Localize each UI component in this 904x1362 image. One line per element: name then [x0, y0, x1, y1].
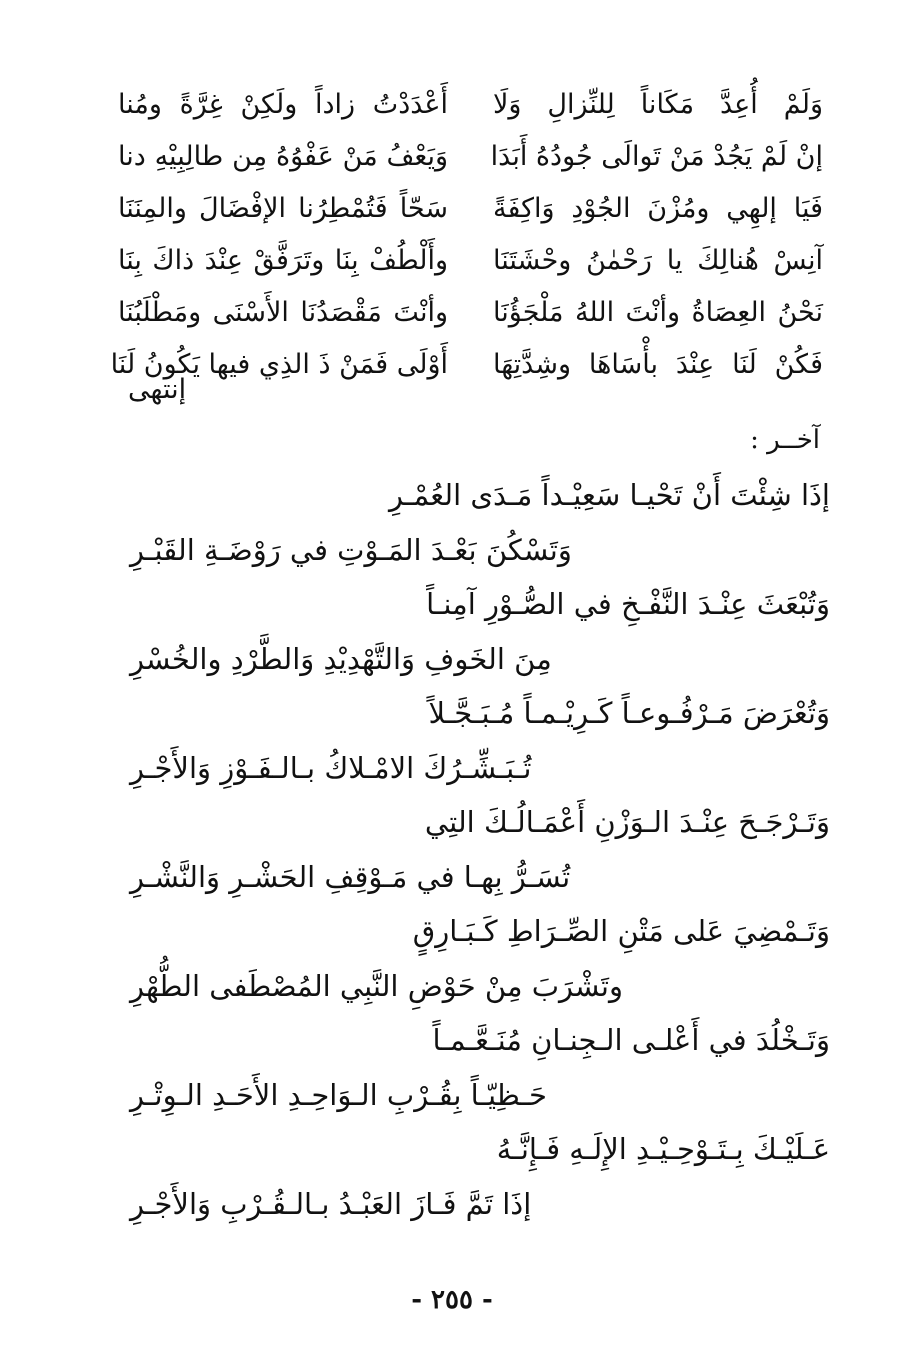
verse-second-hemistich: وأَلْطُفْ بِنَا وتَرَفَّقْ عِنْدَ ذاكَ بِنَا [118, 245, 448, 276]
poem-line [130, 1015, 830, 1070]
poem-line [130, 906, 830, 961]
verse-second-hemistich: وَيَعْفُ مَنْ عَفْوُهُ مِن طالِبِيْهِ دنا [118, 141, 448, 172]
poem-line [130, 1179, 830, 1234]
poem-line-text: وتَشْرَبَ مِنْ حَوْضِ النَّبِي المُصْطَفى الطُّهْرِ [130, 968, 623, 1003]
poem-line [130, 852, 830, 907]
section-heading: آخــر : [750, 425, 820, 455]
verse-row-1 [118, 82, 823, 134]
poem-line [130, 634, 830, 689]
verse-first-hemistich: إنْ لَمْ يَجُدْ مَنْ تَوالَى جُودُهُ أَبَدَا [490, 141, 823, 172]
verse-first-hemistich: فَكُنْ لَنَا عِنْدَ بأْسَاهَا وشِدَّتِهَا [493, 349, 823, 380]
poem-line [130, 1124, 830, 1179]
verse-second-hemistich: سَحّاً فَتُمْطِرُنا الإفْضَالَ والمِنَنَا [118, 193, 448, 224]
verse-first-hemistich: وَلَمْ أُعِدَّ مَكَاناً لِلنِّزالِ وَلَا [493, 89, 823, 120]
poem-line [130, 1070, 830, 1125]
verse-row-2 [118, 134, 823, 186]
poem-line-text: إذَا تَمَّ فَـازَ العَبْـدُ بـالـقُـرْبِ وَالأَجْـرِ [130, 1186, 532, 1221]
verse-second-hemistich: أَوْلَى فَمَنْ ذَ الذِي فيها يَكُونُ لَنَا [110, 349, 448, 380]
verse-second-hemistich: وأنْتَ مَقْصَدُنَا الأَسْنَى ومَطْلَبُنَا [118, 297, 448, 328]
verse-first-hemistich: آنِسْ هُنالِكَ يا رَحْمٰنُ وحْشَتَنَا [493, 245, 823, 276]
poem-line-text: وَتُبْعَثَ عِنْـدَ النَّفْـخِ في الصُّـوْرِ آمِنـاً [426, 587, 830, 621]
poem-line-text: إذَا شِئْتَ أَنْ تَحْيـا سَعِيْـداً مَـدَى العُمْـرِ [388, 478, 830, 512]
staggered-poem [130, 470, 830, 1233]
poem-line [130, 579, 830, 634]
poem-line [130, 797, 830, 852]
poem-line-text: وَتَـخْلُدَ في أَعْلـى الـجِنـانِ مُنَـعَّـمـاً [432, 1023, 830, 1057]
poem-line-text: وَتَسْكُنَ بَعْـدَ المَـوْتِ في رَوْضَـةِ القَبْـرِ [130, 532, 572, 567]
poem-line-text: مِنَ الخَوفِ وَالتَّهْدِيْدِ وَالطَّرْدِ والخُسْرِ [130, 641, 552, 676]
poem-line [130, 961, 830, 1016]
poem-line-text: حَـظِيّـاً بِقُـرْبِ الـوَاحِـدِ الأَحَـدِ الـوِتْـرِ [130, 1077, 547, 1112]
verse-second-hemistich: أَعْدَدْتُ زاداً ولَكِنْ غِرَّةً ومُنا [118, 89, 448, 120]
poem-line [130, 743, 830, 798]
page-number: - ٢٥٥ - [411, 1285, 493, 1315]
poem-line-text: تُـبَـشِّـرُكَ الامْـلاكُ بـالـفَـوْزِ وَالأَجْـرِ [130, 750, 532, 785]
verse-row-3 [118, 186, 823, 238]
verse-row-6 [110, 342, 823, 394]
verse-first-hemistich: نَحْنُ العِصَاةُ وأنْتَ اللهُ مَلْجَؤُنَا [493, 297, 823, 328]
poem-line-text: وَتُعْرَضَ مَـرْفُـوعـاً كَـرِيْـمـاً مُـبَـجَّـلاً [428, 696, 830, 730]
poem-line [130, 525, 830, 580]
two-column-poem [110, 82, 823, 394]
verse-row-4 [118, 238, 823, 290]
poem-line [130, 470, 830, 525]
verse-first-hemistich: فَيَا إلهِي ومُزْنَ الجُوْدِ وَاكِفَةً [493, 193, 823, 224]
poem-line-text: وَتَـمْضِيَ عَلى مَتْنِ الصِّـرَاطِ كَـبَـارِقٍ [412, 914, 830, 948]
poem-line-text: تُسَـرُّ بِهـا في مَـوْقِفِ الحَشْـرِ وَالنَّشْـرِ [130, 859, 571, 894]
poem-line-text: عَـلَيْـكَ بِـتَـوْحِـيْـدِ الإِلَـهِ فَـإِنَّـهُ [496, 1132, 830, 1166]
poem-end-marker: إنتهى [128, 374, 187, 405]
poem-line [130, 688, 830, 743]
verse-row-5 [118, 290, 823, 342]
poem-line-text: وَتَـرْجَـحَ عِنْـدَ الـوَزْنِ أَعْمَـالُـكَ التِي [424, 805, 830, 839]
